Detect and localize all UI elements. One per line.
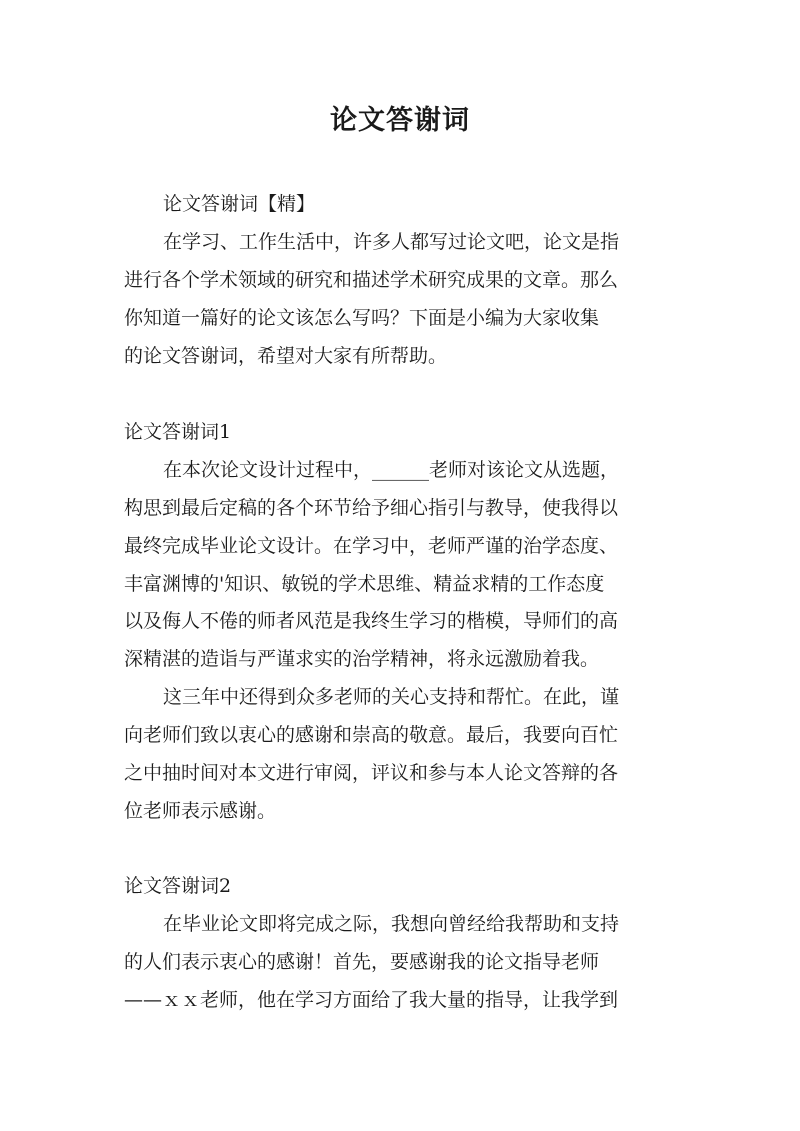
body-line: 的论文答谢词，希望对大家有所帮助。 <box>124 345 448 367</box>
body-line: 在本次论文设计过程中，______老师对该论文从选题， <box>163 459 620 481</box>
body-line: 在学习、工作生活中，许多人都写过论文吧，论文是指 <box>163 231 620 253</box>
body-line: 的人们表示衷心的感谢！首先，要感谢我的论文指导老师 <box>124 951 600 973</box>
body-line: 深精湛的造诣与严谨求实的治学精神，将永远激励着我。 <box>124 648 600 670</box>
body-line: 这三年中还得到众多老师的关心支持和帮忙。在此，谨 <box>163 686 620 708</box>
subtitle-line: 论文答谢词【精】 <box>163 193 316 215</box>
body-line: ——ｘｘ老师，他在学习方面给了我大量的指导，让我学到 <box>124 989 619 1011</box>
body-line: 向老师们致以衷心的感谢和崇高的敬意。最后，我要向百忙 <box>124 724 619 746</box>
body-line: 位老师表示感谢。 <box>124 800 277 822</box>
section-heading: 论文答谢词2 <box>124 875 232 897</box>
body-line: 之中抽时间对本文进行审阅，评议和参与本人论文答辩的各 <box>124 762 619 784</box>
body-line: 在毕业论文即将完成之际，我想向曾经给我帮助和支持 <box>163 913 620 935</box>
body-line: 进行各个学术领域的研究和描述学术研究成果的文章。那么 <box>124 269 619 291</box>
body-line: 最终完成毕业论文设计。在学习中，老师严谨的治学态度、 <box>124 535 619 557</box>
section-heading: 论文答谢词1 <box>124 421 232 443</box>
body-line: 构思到最后定稿的各个环节给予细心指引与教导，使我得以 <box>124 497 619 519</box>
body-line: 丰富渊博的'知识、敏锐的学术思维、精益求精的工作态度 <box>124 573 605 595</box>
body-line: 你知道一篇好的论文该怎么写吗？下面是小编为大家收集 <box>124 307 600 329</box>
page-title: 论文答谢词 <box>330 105 470 136</box>
body-line: 以及侮人不倦的师者风范是我终生学习的楷模，导师们的高 <box>124 610 619 632</box>
